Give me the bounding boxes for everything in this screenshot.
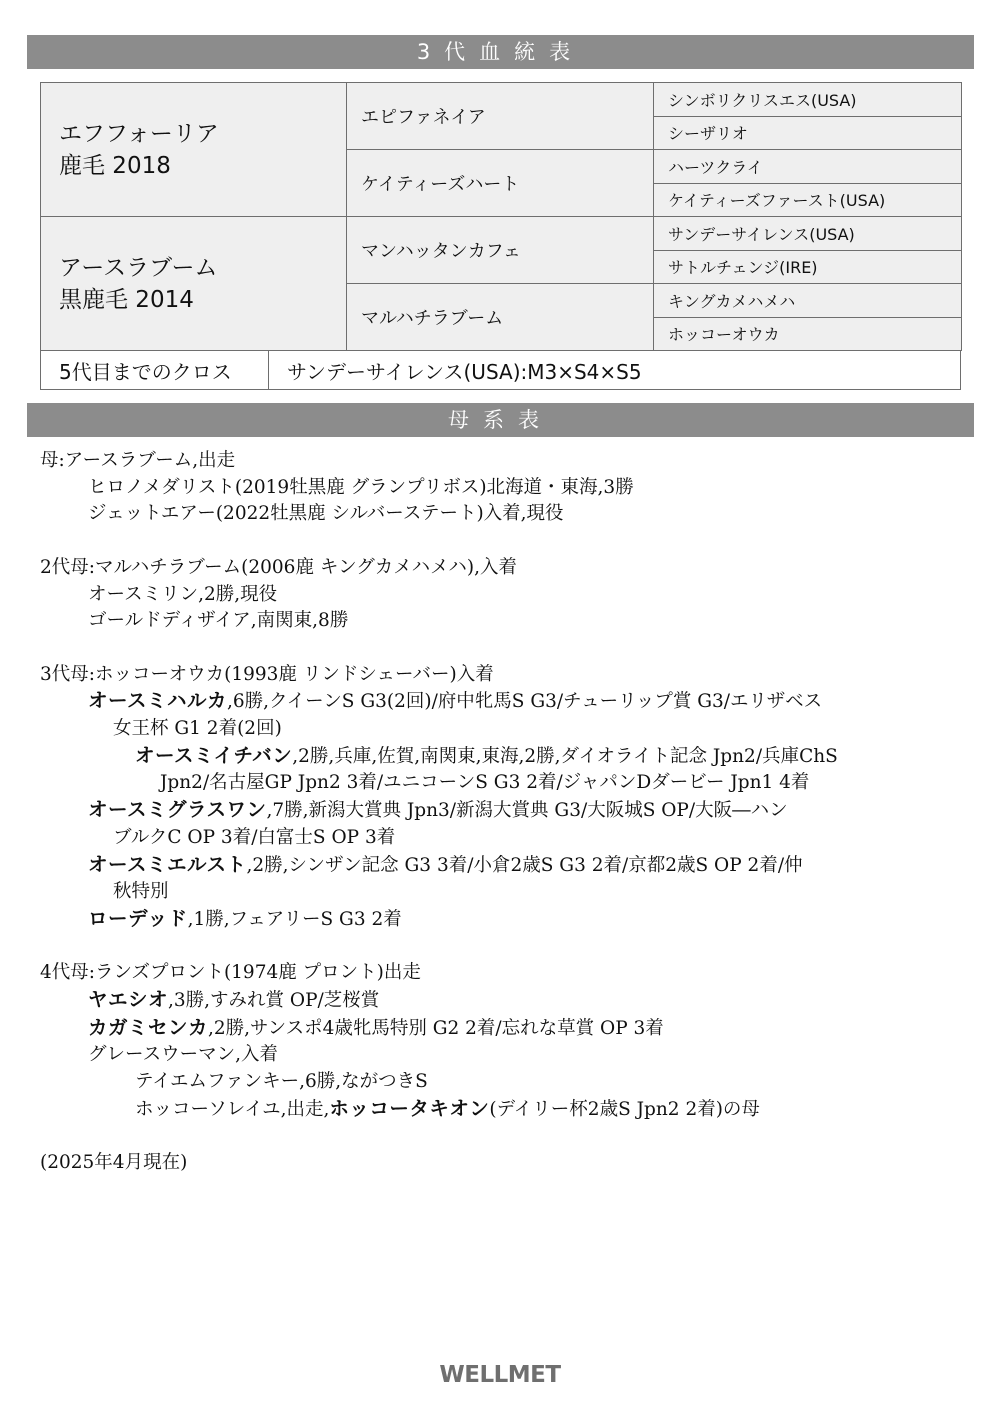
wellmet-logo: WELLMET: [439, 1362, 561, 1388]
dam-dam-name-cell: マルハチラブーム: [347, 284, 654, 351]
dam3-child: [40, 852, 965, 906]
dam-sire-dam-cell: サトルチェンジ(IRE): [654, 250, 962, 284]
dam2-child: オースミリン,2勝,現役: [88, 583, 278, 605]
horse-name-bold: オースミハルカ: [88, 689, 228, 713]
dam3-grandchild: [40, 743, 965, 797]
pedigree-header: 3代血統表: [27, 35, 974, 69]
horse-cell: [41, 83, 347, 217]
record-text: ,7勝,新潟大賞典 Jpn3/新潟大賞典 G3/大阪城S OP/大阪―ハン: [266, 800, 788, 822]
record-cont: 女王杯 G1 2着(2回): [113, 718, 282, 739]
horse-name-bold: オースミイチバン: [135, 743, 293, 767]
record-cont: ブルクC OP 3着/白富士S OP 3着: [113, 826, 396, 848]
record-text: ,2勝,兵庫,佐賀,南関東,東海,2勝,ダイオライト記念 Jpn2/兵庫ChS: [292, 745, 838, 767]
as-of-note: (2025年4月現在): [40, 1152, 188, 1174]
record-text: ,1勝,フェアリーS G3 2着: [187, 908, 402, 930]
dam4-child: [40, 987, 965, 1015]
dam4-line: 4代母:ランズプロント(1974鹿 プロント)出走: [40, 962, 421, 984]
record-text: ホッコーソレイユ,出走,: [135, 1098, 330, 1120]
horse-name-bold: ローデッド: [88, 906, 188, 930]
dam2-line: 2代母:マルハチラブーム(2006鹿 キングカメハメハ),入着: [40, 556, 518, 578]
sire-cell: エピファネイア: [347, 83, 654, 150]
dam-cell: ケイティーズハート: [347, 150, 654, 217]
horse-name-bold: オースミグラスワン: [88, 798, 267, 822]
dam-dam-sire-cell: キングカメハメハ: [654, 284, 962, 318]
horse-name-bold: オースミエルスト: [88, 852, 247, 876]
dam-line: 母:アースラブーム,出走: [40, 450, 236, 471]
sire-dam-cell: シーザリオ: [654, 116, 962, 150]
record-text: ,6勝,クイーンS G3(2回)/府中牝馬S G3/チューリップ賞 G3/エリザベス: [227, 691, 823, 713]
dam4-child: グレースウーマン,入着: [88, 1044, 278, 1066]
horse-name-bold: ヤエシオ: [88, 988, 169, 1012]
dam-dam-dam-cell: ホッコーオウカ: [654, 317, 962, 351]
dam3-child: [40, 688, 965, 742]
pedigree-table: [40, 82, 962, 351]
dam2-child: ゴールドディザイア,南関東,8勝: [88, 610, 349, 632]
dam3-child: [40, 906, 965, 934]
dam-horse-info: 黒鹿毛 2014: [59, 286, 194, 313]
dam-sire-name-cell: マンハッタンカフェ: [347, 217, 654, 284]
dam4-grandchild: テイエムファンキー,6勝,ながつきS: [135, 1071, 428, 1093]
sire-sire-cell: シンボリクリスエス(USA): [654, 83, 962, 117]
dam4-child: [40, 1015, 965, 1043]
dam-horse-cell: [41, 217, 347, 351]
dam-sire-cell: ハーツクライ: [654, 150, 962, 184]
dam-child: ヒロノメダリスト(2019牡黒鹿 グランプリボス)北海道・東海,3勝: [88, 476, 634, 498]
horse-name-bold: カガミセンカ: [88, 1015, 209, 1039]
dam4-grandchild: [40, 1096, 965, 1124]
family-header: 母系表: [27, 403, 974, 437]
female-family-list: [40, 448, 965, 1177]
cross-value: サンデーサイレンス(USA):M3×S4×S5: [269, 351, 961, 390]
horse-info: 鹿毛 2018: [59, 152, 171, 179]
horse-name: エフフォーリア: [59, 120, 219, 147]
record-text: ,2勝,サンスポ4歳牝馬特別 G2 2着/忘れな草賞 OP 3着: [208, 1017, 664, 1039]
record-cont: 秋特別: [113, 881, 169, 903]
dam3-line: 3代母:ホッコーオウカ(1993鹿 リンドシェーバー)入着: [40, 663, 494, 685]
dam-child: ジェットエアー(2022牡黒鹿 シルバーステート)入着,現役: [88, 503, 564, 525]
horse-name-bold: ホッコータキオン: [329, 1096, 490, 1120]
record-text: ,3勝,すみれ賞 OP/芝桜賞: [168, 990, 380, 1012]
record-text: ,2勝,シンザン記念 G3 3着/小倉2歳S G3 2着/京都2歳S OP 2着/仲: [246, 854, 803, 876]
cross-label: 5代目までのクロス: [41, 351, 269, 390]
dam-horse-name: アースラブーム: [59, 254, 218, 281]
cross-table: [40, 350, 961, 390]
dam-dam-cell: ケイティーズファースト(USA): [654, 183, 962, 217]
dam3-child: [40, 797, 965, 851]
dam-sire-sire-cell: サンデーサイレンス(USA): [654, 217, 962, 251]
record-text: (デイリー杯2歳S Jpn2 2着)の母: [489, 1098, 760, 1120]
record-cont: Jpn2/名古屋GP Jpn2 3着/ユニコーンS G3 2着/ジャパンDダービー Jpn1 4着: [160, 772, 810, 794]
